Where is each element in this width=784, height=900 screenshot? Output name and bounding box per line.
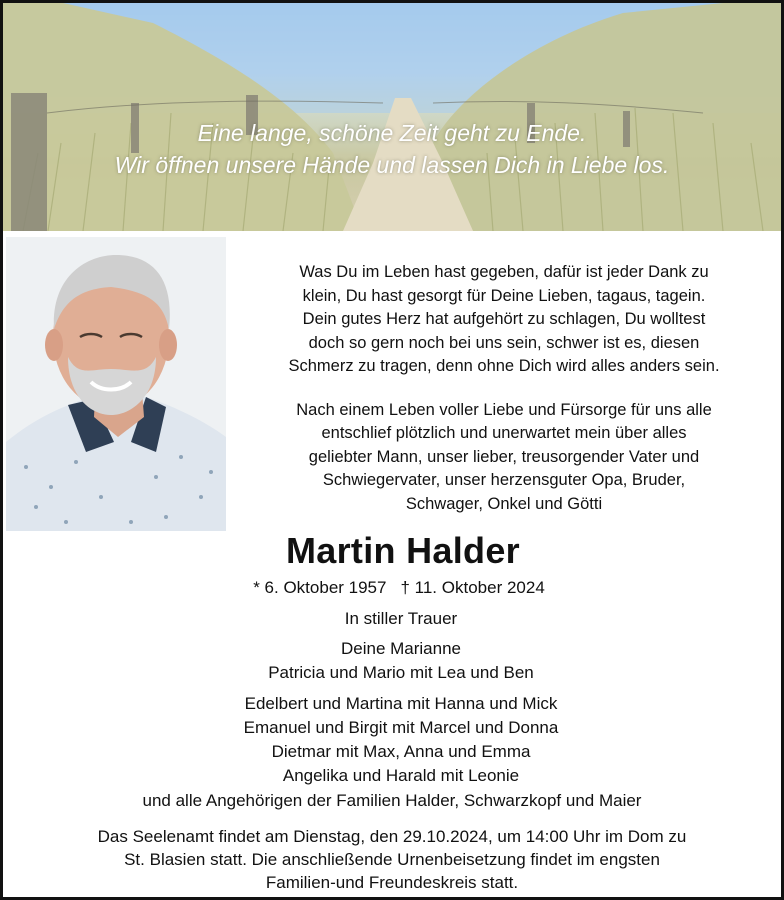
service-notice: [3, 825, 781, 894]
poem-text: [239, 261, 769, 516]
quote-line-1: Eine lange, schöne Zeit geht zu Ende.: [197, 120, 587, 146]
announcement-line: Schwager, Onkel und Götti: [405, 494, 603, 513]
mourners-intro: In stiller Trauer: [344, 609, 458, 628]
mourner-line: Deine Marianne: [340, 639, 461, 658]
notice-line: Das Seelenamt findet am Dienstag, den 29.10.2024, um 14:00 Uhr im Dom zu: [97, 827, 687, 846]
life-dates: [203, 576, 595, 600]
poem-line: doch so gern noch bei uns sein, schwer ist es, diesen: [308, 333, 700, 352]
death-date: † 11. Oktober 2024: [400, 578, 545, 597]
poem-line: klein, Du hast gesorgt für Deine Lieben, tagaus, tagein.: [302, 286, 706, 305]
header-dune-photo: [3, 3, 781, 231]
mourner-line: Emanuel und Birgit mit Marcel und Donna: [243, 718, 559, 737]
portrait-illustration: [6, 237, 226, 531]
announcement-line: geliebter Mann, unser lieber, treusorgender Vater und: [308, 447, 700, 466]
deceased-name: Martin Halder: [286, 530, 520, 571]
notice-line: Familien-und Freundeskreis statt.: [265, 873, 519, 892]
birth-date: * 6. Oktober 1957: [253, 578, 387, 597]
announcement-line: Schwiegervater, unser herzensguter Opa, Bruder,: [322, 471, 686, 489]
poem-line: Was Du im Leben hast gegeben, dafür ist jeder Dank zu: [299, 263, 709, 281]
mourner-line: Angelika und Harald mit Leonie: [282, 766, 520, 785]
mourner-line: Edelbert und Martina mit Hanna und Mick: [244, 694, 558, 713]
mourner-line: Dietmar mit Max, Anna und Emma: [271, 742, 531, 761]
announcement-line: entschlief plötzlich und unerwartet mein über alles: [321, 424, 687, 442]
poem-line: Dein gutes Herz hat aufgehört zu schlagen, Du wolltest: [302, 310, 706, 328]
announcement-line: Nach einem Leben voller Liebe und Fürsorge für uns alle: [296, 400, 712, 419]
portrait-photo: [6, 237, 226, 531]
header-quote: [3, 117, 781, 181]
poem-line: Schmerz zu tragen, denn ohne Dich wird alles anders sein.: [288, 357, 720, 375]
mourners-list: [153, 607, 649, 788]
relatives-line: und alle Angehörigen der Familien Halder, Schwarzkopf und Maier: [142, 791, 642, 810]
quote-line-2: Wir öffnen unsere Hände und lassen Dich in Liebe los.: [114, 152, 670, 178]
mourner-line: Patricia und Mario mit Lea und Ben: [268, 663, 534, 682]
notice-line: St. Blasien statt. Die anschließende Urnenbeisetzung findet im engsten: [124, 850, 660, 869]
